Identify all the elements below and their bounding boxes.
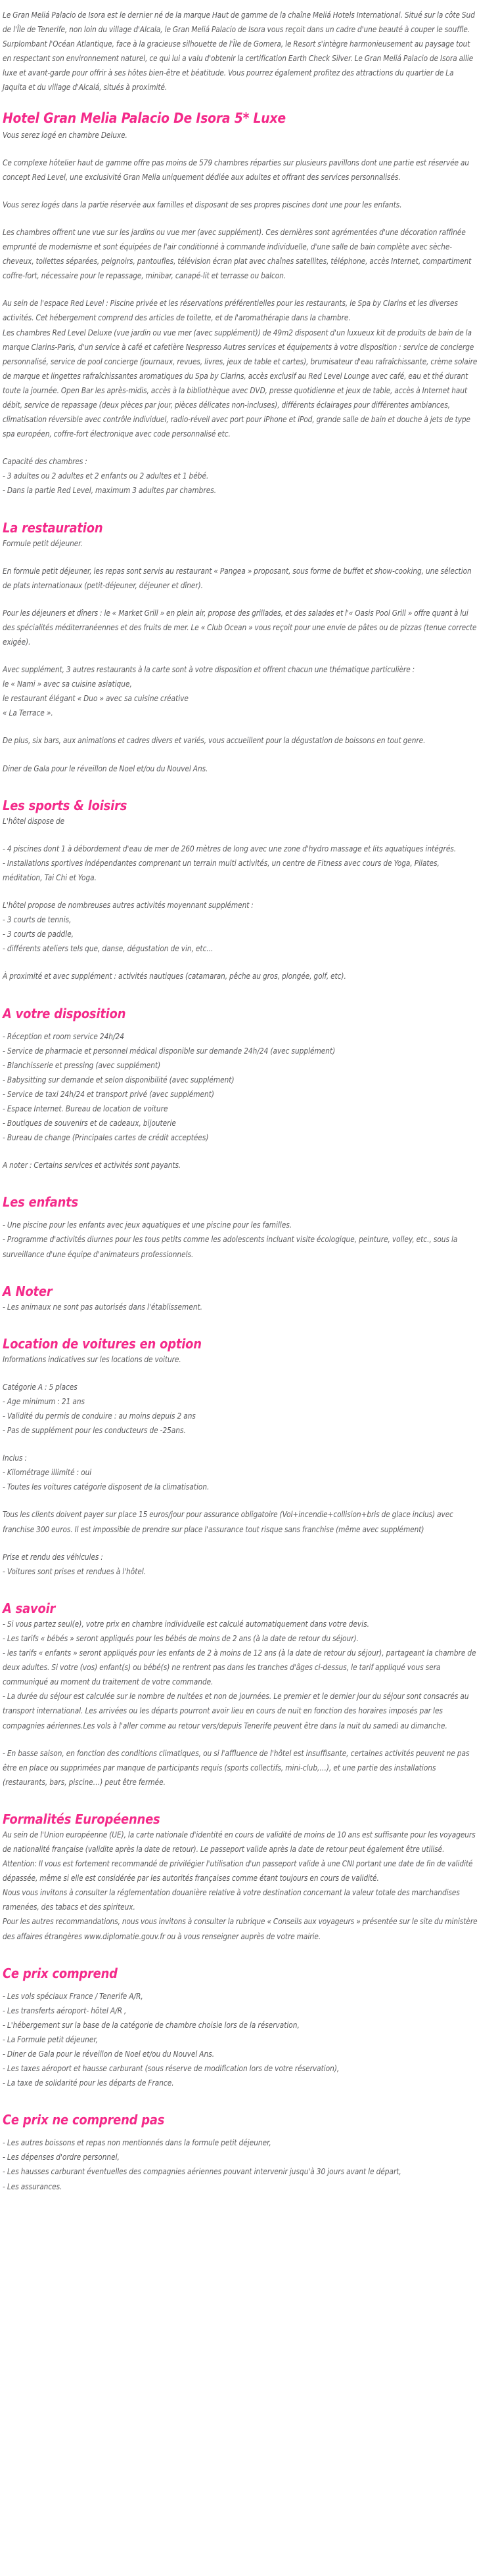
list-item: - différents ateliers tels que, danse, dégustation de vin, etc...: [3, 944, 214, 954]
list-item: - Les animaux ne sont pas autorisés dans l'établissement.: [3, 1302, 203, 1312]
section-title-prix-ne-comprend-pas: Ce prix ne comprend pas: [3, 2112, 165, 2128]
list-item: - L'hébergement sur la base de la catégorie de chambre choisie lors de la réservation,: [3, 2020, 300, 2030]
restauration-formula: Formule petit déjeuner.: [3, 538, 83, 548]
spacer: [3, 1944, 494, 1965]
list-item: - Voitures sont prises et rendues à l'hôtel.: [3, 1566, 147, 1576]
formalites-paragraph-3: Nous vous invitons à consulter la réglementation douanière relative à votre destination concernant la valeur totale des marchandises ramenées, des tabacs et des spiriteux.: [3, 1888, 460, 1912]
list-item: - Espace Internet. Bureau de location de voiture: [3, 1104, 168, 1113]
list-item: - Age minimum : 21 ans: [3, 1396, 85, 1406]
list-item: - Diner de Gala pour le réveillon de Noel et/ou du Nouvel Ans.: [3, 2050, 215, 2059]
list-item: - La taxe de solidarité pour les départs de France.: [3, 2078, 174, 2088]
section-title-restauration: La restauration: [3, 519, 103, 536]
restauration-bars: De plus, six bars, aux animations et cadres divers et variés, vous accueillent pour la dégustation de boissons en tout genre.: [3, 736, 426, 746]
red-level-paragraph: Au sein de l'espace Red Level : Piscine privée et les réservations préférentielles pour les restaurants, le Spa by Clarins et les diverses activités. Cet hébergement comprend des articles de toilette, et de l'aromathérapie dans la chambre.: [3, 299, 458, 323]
list-item: - Boutiques de souvenirs et de cadeaux, bijouterie: [3, 1119, 176, 1128]
list-item: - Une piscine pour les enfants avec jeux aquatiques et une piscine pour les familles.: [3, 1220, 292, 1230]
spacer: [3, 1022, 494, 1029]
list-item: - En basse saison, en fonction des conditions climatiques, ou si l'affluence de l'hôtel est insuffisante, certaines activités peuvent ne pas être en place ou supprimées par manque de participants requis (sports collectifs, mini-club,…), et une partie des installations (restaurants, bars, piscine…) peut être fermée.: [3, 1748, 470, 1787]
spacer: [3, 1262, 494, 1283]
section-title-disposition: A votre disposition: [3, 1005, 126, 1021]
list-item: - Les vols spéciaux France / Tenerife A/R,: [3, 1991, 143, 2001]
list-item: le « Nami » avec sa cuisine asiatique,: [3, 679, 132, 689]
spacer: [3, 720, 494, 733]
list-item: - Si vous partez seul(e), votre prix en chambre individuelle est calculé automatiquement dans votre devis.: [3, 1619, 369, 1629]
list-item: - La durée du séjour est calculée sur le nombre de nuitées et non de journées. Le premier et le dernier jour du séjour sont consacrés au transport international. Les arrivées ou les départs pourront avoir lieu en cours de nuit en fonction des horaires imposés par les compagnies aériennes.Les vols à l'aller comme au retour vers/depuis Tenerife peuvent être dans la nuit du samedi au dimanche.: [3, 1692, 469, 1730]
spacer: [3, 2128, 494, 2136]
spacer: [3, 498, 494, 519]
hotel-title: Hotel Gran Melia Palacio De Isora 5* Luxe: [3, 110, 286, 127]
list-item: - Validité du permis de conduire : au moins depuis 2 ans: [3, 1411, 196, 1421]
list-item: le restaurant élégant « Duo » avec sa cuisine créative: [3, 694, 189, 704]
spacer: [3, 1579, 494, 1600]
list-item: - Les autres boissons et repas non mentionnés dans la formule petit déjeuner,: [3, 2138, 271, 2148]
list-item: - Dans la partie Red Level, maximum 3 adultes par chambres.: [3, 486, 217, 496]
spacer: [3, 1733, 494, 1746]
spacer: [3, 1314, 494, 1335]
location-voitures-pickup-label: Prise et rendu des véhicules :: [3, 1552, 103, 1562]
spacer: [3, 2090, 494, 2111]
list-item: - Pas de supplément pour les conducteurs de -25ans.: [3, 1426, 186, 1436]
location-voitures-insurance: Tous les clients doivent payer sur place 15 euros/jour pour assurance obligatoire (Vol+incendie+collision+bris de glace inclus) avec franchise 300 euros. Il est impossible de prendre sur place l'assurance tout risque sans franchise (même avec supplément): [3, 1510, 453, 1534]
spacer: [3, 441, 494, 454]
capacity-list: [3, 469, 494, 498]
list-item: - Toutes les voitures catégorie disposent de la climatisation.: [3, 1482, 210, 1492]
location-voitures-intro: Informations indicatives sur les locations de voiture.: [3, 1354, 181, 1364]
spacer: [3, 184, 494, 198]
list-item: - 3 courts de paddle,: [3, 930, 74, 939]
spacer: [3, 1537, 494, 1550]
spacer: [3, 1211, 494, 1218]
spacer: [3, 649, 494, 662]
spacer: [3, 1367, 494, 1380]
list-item: - les tarifs « enfants » seront appliqués pour les enfants de 2 à moins de 12 ans (à la date de retour du séjour), partageant la chambre de deux adultes. Si votre (vos) enfant(s) ou bébé(s) ne rentrent pas dans les tranches d'âges ci-dessus, le tarif appliqué vous sera communiqué au moment du traitement de votre commande.: [3, 1648, 476, 1687]
list-item: - Bureau de change (Principales cartes de crédit acceptées): [3, 1133, 209, 1143]
sports-nearby: À proximité et avec supplément : activités nautiques (catamaran, pêche au gros, plongée, golf, etc).: [3, 972, 346, 981]
red-level-deluxe-paragraph: Les chambres Red Level Deluxe (vue jardin ou vue mer (avec supplément)) de 49m2 disposent d'un luxueux kit de produits de bain de la marque Clarins-Paris, d'un service à café et cafetière Nespresso Autres services et équipements à votre disposition : service de concierge personnalisé, service de pool concierge (journaux, revues, livres, jeux de table et cartes), brumisateur d'eau rafraîchissante, crème solaire de marque et lingettes rafraîchissantes aromatiques du Spa by Clarins, accès exclusif au Red Level Lounge avec café, eau et thé durant toute la journée. Open Bar les après-midis, accès à la bibliothèque avec DVD, presse quotidienne et jeux de table, accès à Internet haut débit, service de repassage (deux pièces par jour, pièces délicates non-incluses), différents éclairages pour différentes ambiances, climatisation réversible avec contrôle individuel, radio-réveil avec port pour iPhone et iPod, grande salle de bain et douche à jets de type spa européen, coffre-fort électronique avec code personnalisé etc.: [3, 328, 478, 439]
sports-intro: L'hôtel dispose de: [3, 816, 65, 826]
sports-extra-list: [3, 912, 494, 956]
list-item: - 3 adultes ou 2 adultes et 2 enfants ou 2 adultes et 1 bébé.: [3, 471, 209, 481]
restauration-supplement-list: [3, 677, 494, 720]
spacer: [3, 1172, 494, 1193]
spacer: [3, 1145, 494, 1158]
rooms-paragraph: Les chambres offrent une vue sur les jardins ou vue mer (avec supplément). Ces dernières sont agrémentées d'une décoration raffinée emprunté de modernisme et sont équipées de l'air conditionné à commande individuelle, d'une salle de bain complète avec sèche-cheveux, toilettes séparées, peignoirs, pantoufles, télévision écran plat avec chaînes satellites, téléphone, accès Internet, compartiment coffre-fort, nécessaire pour le repassage, minibar, canapé-lit et terrasse ou balcon.: [3, 227, 472, 281]
list-item: - 4 piscines dont 1 à débordement d'eau de mer de 260 mètres de long avec une zone d'hydro massage et lits aquatiques intégrés.: [3, 844, 457, 853]
spacer: [3, 1438, 494, 1451]
list-item: - Les hausses carburant éventuelles des compagnies aériennes pouvant intervenir jusqu'à 30 jours avant le départ,: [3, 2167, 401, 2177]
section-title-sports: Les sports & loisirs: [3, 797, 127, 813]
location-voitures-included-label: Inclus :: [3, 1453, 27, 1463]
sports-facilities-list: [3, 842, 494, 885]
spacer: [3, 748, 494, 762]
restauration-supplement-intro: Avec supplément, 3 autres restaurants à la carte sont à votre disposition et offrent chacun une thématique particulière :: [3, 665, 415, 675]
spacer: [3, 283, 494, 296]
spacer: [3, 776, 494, 797]
list-item: - Les assurances.: [3, 2181, 62, 2191]
family-paragraph: Vous serez logés dans la partie réservée aux familles et disposant de ses propres piscines dont une pour les enfants.: [3, 200, 402, 209]
spacer: [3, 142, 494, 156]
prix-ne-comprend-pas-list: [3, 2136, 494, 2193]
disposition-list: [3, 1029, 494, 1146]
formalites-paragraph-1: Au sein de l'Union européenne (UE), la carte nationale d'identité en cours de validité de moins de 10 ans est suffisante pour les voyageurs de nationalité française (validite après la date de retour). Le passeport valide après la date de retour peut également être utilisé.: [3, 1830, 476, 1854]
sports-extra-intro: L'hôtel propose de nombreuses autres activités moyennant supplément :: [3, 901, 254, 911]
restauration-lunch-dinner: Pour les déjeuners et dîners : le « Market Grill » en plein air, propose des grillades, et des salades et l'« Oasis Pool Grill » offre quant à lui des spécialités méditerranéennes et des fruits de mer. Le « Club Ocean » vous reçoit pour une envie de pâtes ou de pizzas (tenue correcte exigée).: [3, 608, 477, 647]
list-item: - Babysitting sur demande et selon disponibilité (avec supplément): [3, 1075, 235, 1084]
spacer: [3, 885, 494, 898]
section-title-a-savoir: A savoir: [3, 1600, 56, 1616]
list-item: - Blanchisserie et pressing (avec supplément): [3, 1060, 161, 1070]
list-item: - Service de taxi 24h/24 et transport privé (avec supplément): [3, 1089, 214, 1099]
list-item: - Service de pharmacie et personnel médical disponible sur demande 24h/24 (avec supplément): [3, 1046, 336, 1056]
location-voitures-category-list: [3, 1394, 494, 1438]
list-item: - Kilométrage illimité : oui: [3, 1468, 92, 1478]
spacer: [3, 212, 494, 225]
room-note: Vous serez logé en chambre Deluxe.: [3, 130, 127, 140]
list-item: - 3 courts de tennis,: [3, 915, 72, 925]
section-title-a-noter: A Noter: [3, 1283, 53, 1299]
restauration-buffet: En formule petit déjeuner, les repas sont servis au restaurant « Pangea » proposant, sous forme de buffet et show-cooking, une sélection de plats internationaux (petit-déjeuner, déjeuner et dîner).: [3, 566, 472, 590]
spacer: [3, 984, 494, 1005]
spacer: [3, 551, 494, 564]
list-item: - Programme d'activités diurnes pour les tous petits comme les adolescents incluant visite écologique, peinture, volley, etc., sous la surveillance d'une équipe d'animateurs professionnels.: [3, 1235, 458, 1259]
complex-paragraph: Ce complexe hôtelier haut de gamme offre pas moins de 579 chambres réparties sur plusieurs pavillons dont une partie est réservée au concept Red Level, une exclusivité Gran Melia uniquement dédiée aux adultes et offrant des services personnalisés.: [3, 158, 470, 182]
spacer: [3, 593, 494, 606]
disposition-note: A noter : Certains services et activités sont payants.: [3, 1161, 181, 1170]
formalites-paragraph-2: Attention: Il vous est fortement recommandé de privilégier l'utilisation d'un passeport valide à une CNI portant une date de fin de validité dépassée, même si elle est considérée par les autorités françaises comme étant toujours en cours de validité.: [3, 1859, 473, 1883]
intro-paragraph: Le Gran Meliá Palacio de Isora est le dernier né de la marque Haut de gamme de la chaîne Meliá Hotels International. Situé sur la côte Sud de l'Île de Tenerife, non loin du village d'Alcala, le Gran Meliá Palacio de Isora vous reçoit dans un cadre d'une beauté à couper le souffle. Surplombant l'Océan Atlantique, face à la gracieuse silhouette de l'Île de Gomera, le Resort s'intègre harmonieusement au paysage tout en respectant son environnement naturel, ce qui lui a valu d'obtenir la certification Earth Check Silver. Le Gran Meliá Palacio de Isora allie luxe et avant-garde pour offrir à ses hôtes bien-être et béatitude. Vous pourrez également profitez des attractions du quartier de La Jaquita et du village d'Alcalá, situés à proximité.: [3, 11, 475, 93]
list-item: - Les dépenses d'ordre personnel,: [3, 2153, 120, 2162]
list-item: - Installations sportives indépendantes comprenant un terrain multi activités, un centre de Fitness avec cours de Yoga, Pilates, méditation, Tai Chi et Yoga.: [3, 858, 440, 882]
location-voitures-category-label: Catégorie A : 5 places: [3, 1382, 78, 1392]
list-item: - Les transferts aéroport- hôtel A/R ,: [3, 2006, 127, 2015]
list-item: « La Terrace ».: [3, 708, 53, 718]
restauration-gala: Diner de Gala pour le réveillon de Noel et/ou du Nouvel Ans.: [3, 763, 208, 773]
spacer: [3, 1494, 494, 1507]
spacer: [3, 1982, 494, 1989]
section-title-prix-comprend: Ce prix comprend: [3, 1965, 118, 1981]
enfants-list: [3, 1218, 494, 1261]
spacer: [3, 95, 494, 110]
a-noter-list: [3, 1300, 494, 1314]
spacer: [3, 828, 494, 842]
location-voitures-pickup-list: [3, 1564, 494, 1579]
prix-comprend-list: [3, 1989, 494, 2091]
formalites-paragraph-4: Pour les autres recommandations, nous vous invitons à consulter la rubrique « Conseils aux voyageurs » présentée sur le site du ministère des affaires étrangères www.diplomatie.gouv.fr ou à vous renseigner auprès de votre mairie.: [3, 1917, 478, 1941]
list-item: - La Formule petit déjeuner,: [3, 2034, 98, 2044]
list-item: - Les taxes aéroport et hausse carburant (sous réserve de modification lors de votre réservation),: [3, 2064, 340, 2074]
section-title-enfants: Les enfants: [3, 1194, 78, 1211]
section-title-formalites: Formalités Européennes: [3, 1811, 160, 1827]
spacer: [3, 956, 494, 969]
location-voitures-included-list: [3, 1465, 494, 1494]
spacer: [3, 1790, 494, 1811]
list-item: - Les tarifs « bébés » seront appliqués pour les bébés de moins de 2 ans (à la date de retour du séjour).: [3, 1633, 359, 1643]
list-item: - Réception et room service 24h/24: [3, 1031, 124, 1041]
section-title-location-voitures: Location de voitures en option: [3, 1335, 202, 1352]
capacity-label: Capacité des chambres :: [3, 457, 87, 467]
a-savoir-list-extra: [3, 1746, 494, 1790]
a-savoir-list: [3, 1617, 494, 1733]
